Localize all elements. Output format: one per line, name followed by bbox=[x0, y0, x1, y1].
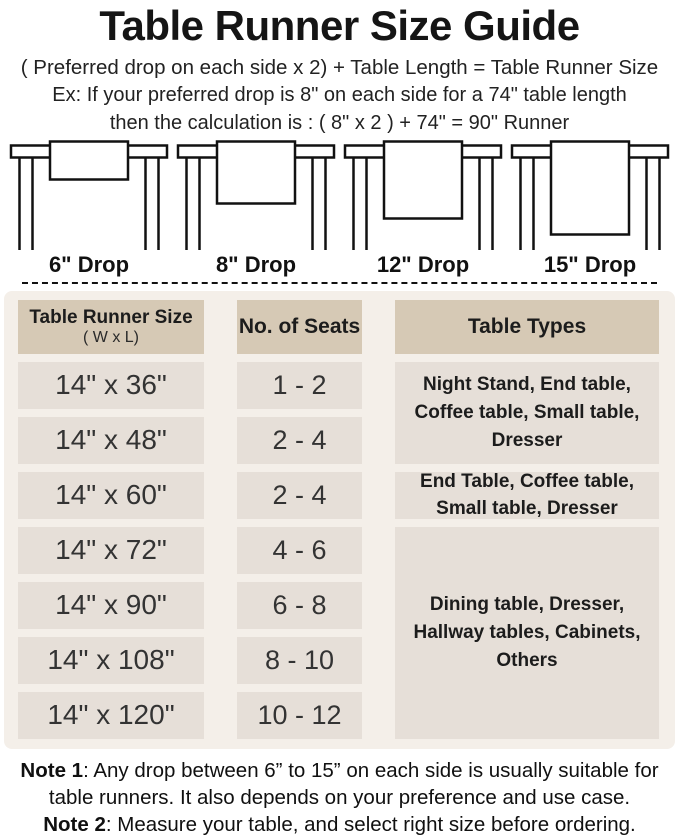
table-types-cell: End Table, Coffee table, Small table, Dresser bbox=[395, 472, 659, 519]
column-header-runner-size-line1: Table Runner Size bbox=[29, 306, 193, 328]
column-header-seats: No. of Seats bbox=[237, 300, 362, 354]
runner-size-cell: 14" x 72" bbox=[18, 527, 204, 574]
runner-drop bbox=[551, 142, 629, 235]
runner-drop bbox=[50, 142, 128, 180]
seats-cell: 6 - 8 bbox=[237, 582, 362, 629]
table-side-view-illustration bbox=[510, 140, 670, 250]
note-2-label: Note 2 bbox=[43, 813, 106, 837]
note-1 bbox=[4, 757, 675, 812]
table-side-view-illustration bbox=[176, 140, 336, 250]
formula-text: ( Preferred drop on each side x 2) + Table Length = Table Runner Size bbox=[20, 56, 659, 80]
size-table-section bbox=[4, 291, 675, 749]
example-line-2: then the calculation is : ( 8" x 2 ) + 74" = 90" Runner bbox=[109, 111, 570, 134]
table-side-view-illustration bbox=[343, 140, 503, 250]
notes bbox=[4, 757, 675, 839]
table-drop-figure-15 bbox=[510, 140, 670, 278]
column-header-runner-size bbox=[18, 300, 204, 354]
runner-size-cell: 14" x 60" bbox=[18, 472, 204, 519]
seats-cell: 2 - 4 bbox=[237, 417, 362, 464]
drop-label: 12" Drop bbox=[376, 252, 470, 278]
note-2 bbox=[4, 811, 675, 838]
drop-label: 6" Drop bbox=[48, 252, 130, 278]
runner-size-cell: 14" x 90" bbox=[18, 582, 204, 629]
runner-size-cell: 14" x 48" bbox=[18, 417, 204, 464]
table-drop-figure-8 bbox=[176, 140, 336, 278]
seats-cell: 4 - 6 bbox=[237, 527, 362, 574]
seats-cell: 10 - 12 bbox=[237, 692, 362, 739]
drop-diagrams bbox=[0, 140, 679, 278]
table-drop-figure-12 bbox=[343, 140, 503, 278]
runner-size-cell: 14" x 108" bbox=[18, 637, 204, 684]
table-side-view-illustration bbox=[9, 140, 169, 250]
runner-size-cell: 14" x 36" bbox=[18, 362, 204, 409]
note-1-text: : Any drop between 6” to 15” on each side is usually suitable for table runners. It also depends on your preference and use case. bbox=[48, 758, 659, 810]
column-header-runner-size-line2: ( W x L) bbox=[83, 328, 139, 346]
runner-size-cell: 14" x 120" bbox=[18, 692, 204, 739]
example-line-1: Ex: If your preferred drop is 8" on each side for a 74" table length bbox=[52, 84, 627, 107]
seats-cell: 2 - 4 bbox=[237, 472, 362, 519]
note-1-label: Note 1 bbox=[20, 758, 84, 782]
size-table bbox=[18, 300, 661, 739]
dashed-divider bbox=[22, 282, 657, 284]
drop-label: 15" Drop bbox=[543, 252, 637, 278]
page-title: Table Runner Size Guide bbox=[99, 2, 580, 49]
note-2-text: : Measure your table, and select right size before ordering. bbox=[105, 813, 636, 837]
table-types-cell: Night Stand, End table, Coffee table, Small table, Dresser bbox=[395, 362, 659, 464]
drop-label: 8" Drop bbox=[215, 252, 297, 278]
runner-drop bbox=[217, 142, 295, 204]
table-types-cell: Dining table, Dresser, Hallway tables, Cabinets, Others bbox=[395, 527, 659, 739]
column-header-table-types: Table Types bbox=[395, 300, 659, 354]
seats-cell: 1 - 2 bbox=[237, 362, 362, 409]
runner-drop bbox=[384, 142, 462, 219]
table-drop-figure-6 bbox=[9, 140, 169, 278]
seats-cell: 8 - 10 bbox=[237, 637, 362, 684]
table-runner-size-guide bbox=[0, 2, 679, 837]
